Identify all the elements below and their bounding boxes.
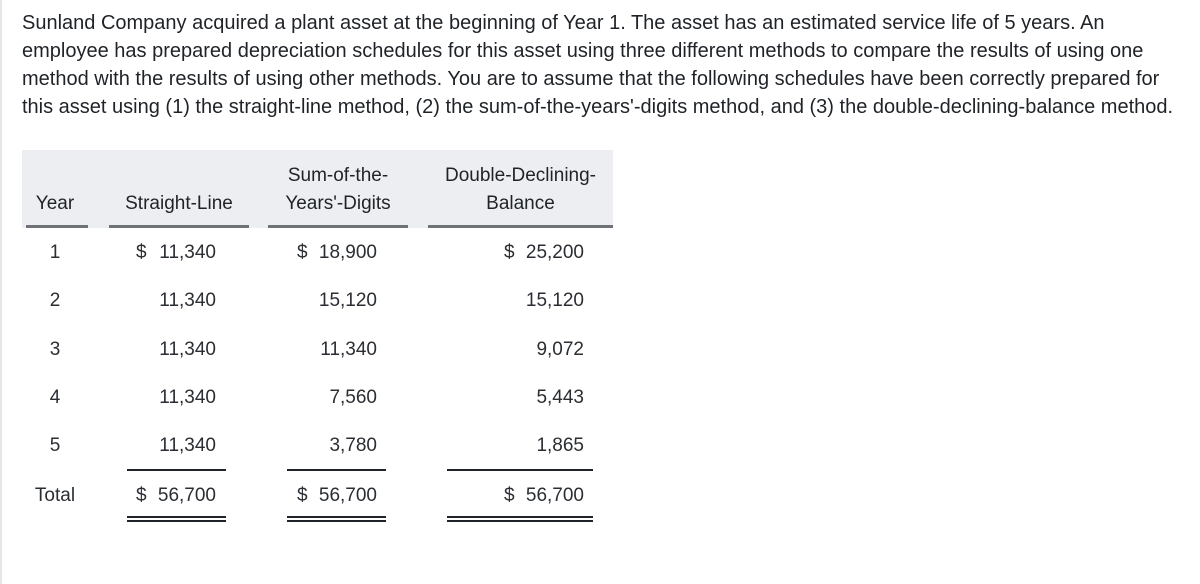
currency-symbol: $ bbox=[297, 485, 308, 506]
row-1-syd-value: 18,900 bbox=[318, 242, 377, 263]
row-3-year: 3 bbox=[49, 339, 61, 360]
header-rule-year bbox=[26, 225, 88, 228]
row-4-straight-line: 11,340 bbox=[159, 387, 216, 408]
row-3-syd: 11,340 bbox=[320, 339, 377, 360]
row-1-ddb-value: 25,200 bbox=[525, 242, 584, 263]
header-ddb-line-2: Balance bbox=[486, 193, 555, 214]
row-2-year: 2 bbox=[49, 290, 61, 311]
row-2-ddb: 15,120 bbox=[525, 290, 584, 311]
row-4-year: 4 bbox=[49, 387, 61, 408]
header-rule-syd bbox=[268, 225, 408, 228]
header-syd-line-2: Years'-Digits bbox=[285, 193, 391, 214]
row-1-straight-line-value: 11,340 bbox=[159, 242, 216, 263]
depreciation-schedule-table bbox=[22, 150, 622, 580]
row-5-straight-line: 11,340 bbox=[159, 435, 216, 456]
header-sum-of-years-digits bbox=[268, 162, 408, 218]
row-1-syd bbox=[297, 241, 377, 265]
total-double-rule-straight-line bbox=[127, 516, 226, 522]
total-label: Total bbox=[34, 485, 76, 506]
currency-symbol: $ bbox=[297, 242, 308, 263]
total-syd bbox=[297, 484, 377, 508]
currency-symbol: $ bbox=[136, 242, 147, 263]
row-1-ddb bbox=[504, 241, 584, 265]
header-ddb-line-1: Double-Declining- bbox=[444, 165, 597, 186]
currency-symbol: $ bbox=[504, 242, 515, 263]
subtotal-rule-syd bbox=[287, 469, 386, 471]
row-2-syd: 15,120 bbox=[318, 290, 377, 311]
header-rule-straight-line bbox=[109, 225, 249, 228]
total-syd-value: 56,700 bbox=[318, 485, 377, 506]
header-double-declining-balance bbox=[428, 162, 613, 218]
row-5-syd: 3,780 bbox=[329, 435, 377, 456]
total-straight-line-value: 56,700 bbox=[157, 485, 216, 506]
left-border bbox=[0, 0, 2, 584]
row-4-ddb: 5,443 bbox=[536, 387, 584, 408]
total-ddb bbox=[504, 484, 584, 508]
row-1-straight-line bbox=[136, 241, 216, 265]
total-double-rule-ddb bbox=[447, 516, 593, 522]
header-rule-ddb bbox=[428, 225, 613, 228]
total-ddb-value: 56,700 bbox=[525, 485, 584, 506]
header-straight-line: Straight-Line bbox=[125, 193, 233, 214]
subtotal-rule-ddb bbox=[447, 469, 593, 471]
row-4-syd: 7,560 bbox=[329, 387, 377, 408]
problem-statement: Sunland Company acquired a plant asset at the beginning of Year 1. The asset has an estimated service life of 5 years. An employee has prepared depreciation schedules for this asset using three different methods to compare the results of using one method with the results of using other methods. You are to assume that the following schedules have been correctly prepared for this asset using (1) the straight-line method, (2) the sum-of-the-years'-digits method, and (3) the double-declining-balance method. bbox=[22, 12, 1174, 118]
row-3-straight-line: 11,340 bbox=[159, 339, 216, 360]
total-double-rule-syd bbox=[287, 516, 386, 522]
total-straight-line bbox=[136, 484, 216, 508]
currency-symbol: $ bbox=[504, 485, 515, 506]
header-syd-line-1: Sum-of-the- bbox=[287, 165, 389, 186]
row-2-straight-line: 11,340 bbox=[159, 290, 216, 311]
row-5-ddb: 1,865 bbox=[536, 435, 584, 456]
header-year: Year bbox=[35, 193, 75, 214]
subtotal-rule-straight-line bbox=[127, 469, 226, 471]
currency-symbol: $ bbox=[136, 485, 147, 506]
row-5-year: 5 bbox=[49, 435, 61, 456]
row-3-ddb: 9,072 bbox=[536, 339, 584, 360]
row-1-year: 1 bbox=[49, 242, 61, 263]
